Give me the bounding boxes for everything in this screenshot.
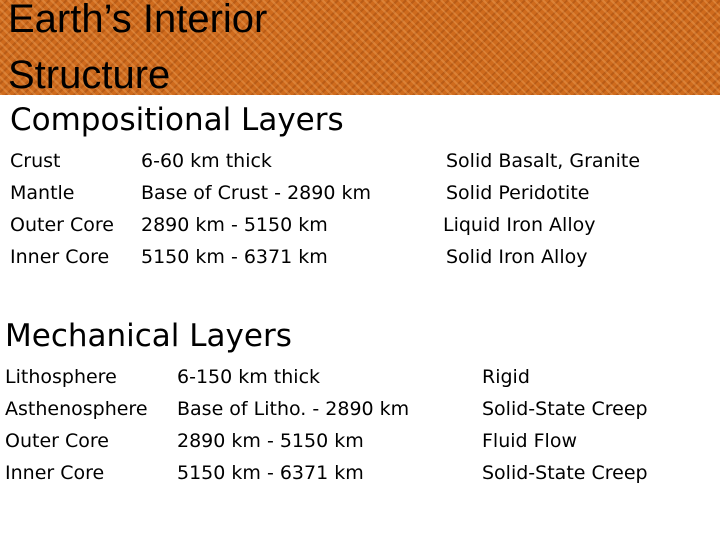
layer-depth: 5150 km - 6371 km <box>141 246 328 268</box>
layer-depth: 2890 km - 5150 km <box>141 214 328 236</box>
layer-behavior: Rigid <box>482 366 530 388</box>
layer-depth: 5150 km - 6371 km <box>177 462 364 484</box>
layer-name: Asthenosphere <box>5 398 148 420</box>
layer-behavior: Solid-State Creep <box>482 462 648 484</box>
layer-name: Crust <box>10 150 61 172</box>
mechanical-row-inner-core <box>0 458 720 488</box>
layer-name: Inner Core <box>10 246 110 268</box>
layer-depth: Base of Litho. - 2890 km <box>177 398 410 420</box>
mechanical-row-asthenosphere <box>0 394 720 424</box>
compositional-row-mantle <box>0 178 720 208</box>
slide-title-line-2: Structure <box>8 53 171 95</box>
layer-name: Mantle <box>10 182 75 204</box>
layer-name: Outer Core <box>5 430 109 452</box>
layer-depth: Base of Crust - 2890 km <box>141 182 371 204</box>
layer-name: Outer Core <box>10 214 114 236</box>
layer-material: Solid Peridotite <box>446 182 590 204</box>
layer-name: Lithosphere <box>5 366 117 388</box>
compositional-row-inner-core <box>0 242 720 272</box>
compositional-row-crust <box>0 146 720 176</box>
layer-depth: 6-150 km thick <box>177 366 321 388</box>
layer-depth: 2890 km - 5150 km <box>177 430 364 452</box>
slide-title-line-1: Earth’s Interior <box>8 0 268 41</box>
layer-depth: 6-60 km thick <box>141 150 272 172</box>
layer-behavior: Solid-State Creep <box>482 398 648 420</box>
title-banner <box>0 0 720 95</box>
layer-material: Solid Iron Alloy <box>446 246 588 268</box>
layer-material: Solid Basalt, Granite <box>446 150 641 172</box>
compositional-layers-heading: Compositional Layers <box>10 102 344 138</box>
compositional-row-outer-core <box>0 210 720 240</box>
mechanical-layers-heading: Mechanical Layers <box>5 318 292 354</box>
layer-name: Inner Core <box>5 462 105 484</box>
layer-behavior: Fluid Flow <box>482 430 577 452</box>
mechanical-row-lithosphere <box>0 362 720 392</box>
layer-material: Liquid Iron Alloy <box>443 214 596 236</box>
mechanical-row-outer-core <box>0 426 720 456</box>
